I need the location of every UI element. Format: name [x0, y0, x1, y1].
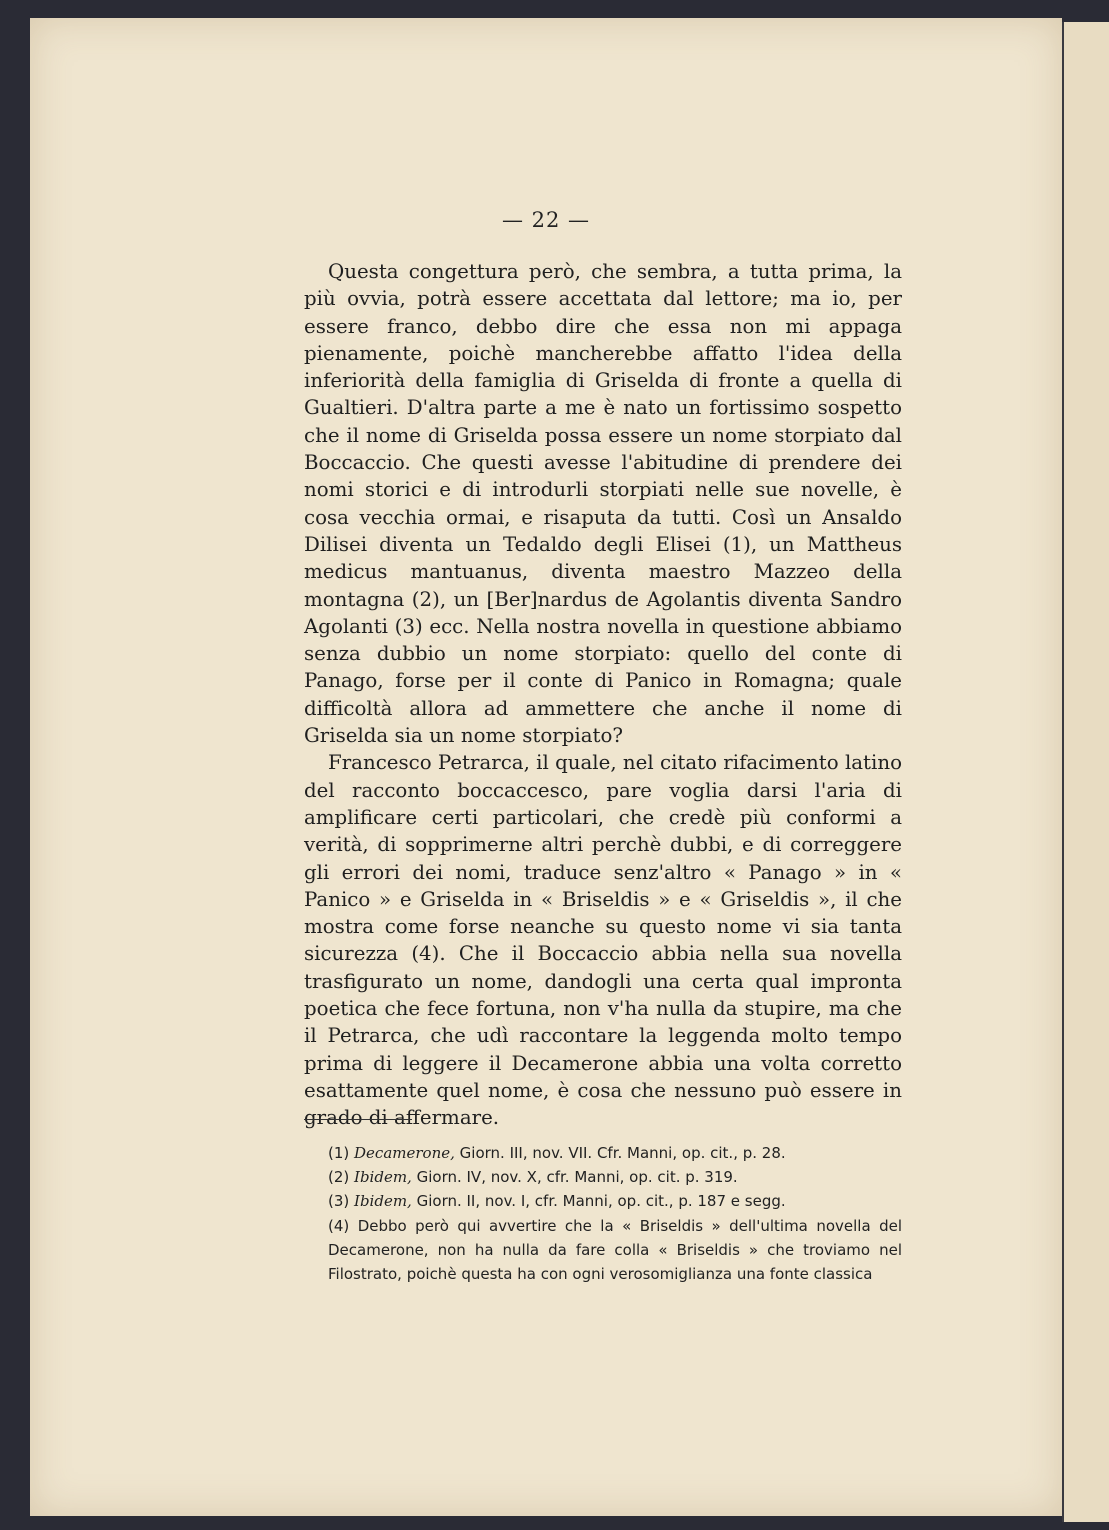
body-text: [304, 258, 902, 1132]
footnote-number: (4): [328, 1216, 350, 1235]
footnote-3: [304, 1189, 902, 1213]
footnote-4: [304, 1214, 902, 1287]
paragraph-1: Questa congettura però, che sembra, a tutta prima, la più ovvia, potrà essere accettata dal lettore; ma io, per essere franco, debbo dire che essa non mi appaga pienamente, poichè mancherebbe affatto l'idea della inferiorità della famiglia di Griselda di fronte a quella di Gualtieri. D'altra parte a me è nato un fortissimo sospetto che il nome di Griselda possa essere un nome storpiato dal Boccaccio. Che questi avesse l'abitudine di prendere dei nomi storici e di introdurli storpiati nelle sue novelle, è cosa vecchia ormai, e risaputa da tutti. Così un Ansaldo Dilisei diventa un Tedaldo degli Elisei (1), un Mattheus medicus mantuanus, diventa maestro Mazzeo della montagna (2), un [Ber]nardus de Agolantis diventa Sandro Agolanti (3) ecc. Nella nostra novella in questione abbiamo senza dubbio un nome storpiato: quello del conte di Panago, forse per il conte di Panico in Romagna; quale difficoltà allora ad ammettere che anche il nome di Griselda sia un nome storpiato?: [304, 260, 902, 748]
footnote-number: (3): [328, 1192, 350, 1211]
footnote-text: Debbo però qui avvertire che la « Briseldis » dell'ultima novella del Decamerone, non ha nulla da fare colla « Briseldis » che troviamo nel Filostrato, poichè questa ha con ogni verosomiglianza una fonte classica: [328, 1216, 902, 1284]
footnote-divider: [304, 1119, 412, 1120]
footnote-work: Ibidem,: [354, 1168, 412, 1187]
footnote-work: Decamerone,: [354, 1144, 455, 1162]
footnote-2: [304, 1165, 902, 1189]
next-page-edge: [1062, 22, 1109, 1522]
footnote-work: Ibidem,: [354, 1192, 412, 1211]
footnote-number: (1): [328, 1144, 350, 1162]
footnote-text: Giorn. III, nov. VII. Cfr. Manni, op. cit., p. 28.: [454, 1144, 786, 1162]
footnote-number: (2): [328, 1168, 350, 1187]
book-page: [30, 18, 1062, 1516]
footnote-1: [304, 1141, 902, 1165]
footnote-text: Giorn. IV, nov. X, cfr. Manni, op. cit. p. 319.: [411, 1168, 738, 1187]
page-number: — 22 —: [501, 208, 591, 232]
paragraph-2: Francesco Petrarca, il quale, nel citato rifacimento latino del racconto boccaccesco, pare voglia darsi l'aria di amplificare certi particolari, che credè più conformi a verità, di sopprimerne altri perchè dubbi, e di correggere gli errori dei nomi, traduce senz'altro « Panago » in « Panico » e Griselda in « Briseldis » e « Griseldis », il che mostra come forse neanche su questo nome vi sia tanta sicurezza (4). Che il Boccaccio abbia nella sua novella trasfigurato un nome, dandogli una certa qual impronta poetica che fece fortuna, non v'ha nulla da stupire, ma che il Petrarca, che udì raccontare la leggenda molto tempo prima di leggere il Decamerone abbia una volta corretto esattamente quel nome, è cosa che nessuno può essere in grado di affermare.: [304, 751, 902, 1130]
footnote-text: Giorn. II, nov. I, cfr. Manni, op. cit., p. 187 e segg.: [411, 1192, 786, 1211]
footnotes: [304, 1141, 902, 1286]
